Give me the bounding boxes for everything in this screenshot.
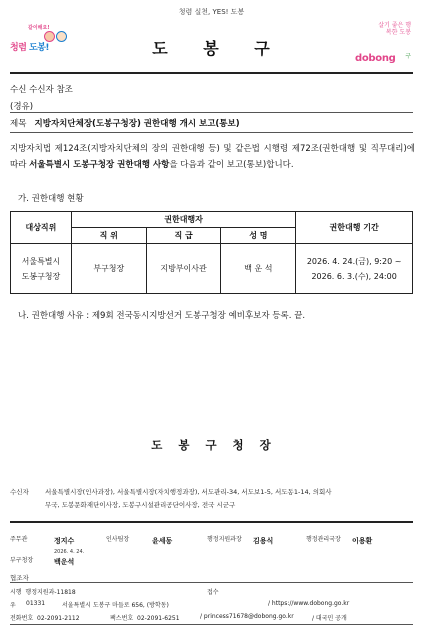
logo-right-name: dobong [355, 53, 396, 64]
logo-main-text: 청렴 도봉! [10, 43, 50, 53]
approver-role: 행정관리국장 [306, 536, 341, 543]
row-position: 부구청장 [71, 244, 146, 294]
approver-sign: 윤세동 [152, 536, 173, 545]
email-link[interactable]: / princess71678@dobong.go.kr [200, 613, 294, 620]
body-paragraph: 지방자치법 제124조(지방자치단체의 장의 권한대행 등) 및 같은법 시행령 제72조(권한대행 및 직무대리)에 따라 서울특별시 도봉구청장 권한대행 사항을 다음과 같이 보고(통보)합니다. [10, 144, 415, 170]
subject-text: 지방자치단체장(도봉구청장) 권한대행 개시 보고(통보) [34, 119, 240, 129]
acting-authority-table [10, 211, 413, 294]
org-title: 도 봉 구 [152, 39, 271, 58]
subject-line [10, 117, 240, 129]
via-line: (경유) [10, 102, 34, 112]
row-grade: 지방부이사관 [146, 244, 221, 294]
col-target-header: 대상직위 [11, 212, 72, 244]
sub-grade-header: 직 급 [146, 228, 221, 244]
cooperator-label: 협조자 [10, 574, 29, 582]
cooperator-divider [10, 582, 413, 583]
receive-label: 접수 [207, 589, 219, 596]
dobong-logo [355, 22, 411, 68]
header-divider [10, 72, 413, 74]
approver-role: 행정지원과장 [207, 536, 242, 543]
row-period [296, 244, 413, 294]
recipient-line: 수신 수신자 참조 [10, 85, 73, 95]
row-target: 서울특별시 도봉구청장 [11, 244, 72, 294]
postal-code: 01331 [26, 600, 46, 607]
deputy-date: 2026. 4. 24. [54, 549, 85, 555]
subject-label: 제목 [10, 119, 27, 129]
subject-divider [10, 132, 413, 133]
footer-org: 도 봉 구 청 장 [151, 438, 272, 452]
period-end: 2026. 6. 3.(수), 24:00 [311, 271, 397, 281]
via-divider [10, 112, 413, 113]
recipients-label: 수신자 [10, 488, 29, 496]
approver-role: 인사팀장 [106, 536, 130, 543]
logo-right-slogan: 살기 좋은 행복한 도봉 [378, 22, 411, 36]
footer-divider [10, 624, 413, 625]
recipients-line1: 서울특별시장(인사과장), 서울특별시장(자치행정과장), 서도관리-34, 서도보1-5, 서도동1-14, 의회사 [45, 488, 332, 496]
disclosure-label: / 대국민 공개 [312, 615, 347, 622]
logo-sub-text: 같이해요! [28, 25, 50, 31]
section-b-reason: 나. 권한대행 사유 : 제9회 전국동시지방선거 도봉구청장 예비후보자 등록. 끝. [18, 311, 306, 321]
period-start: 2026. 4. 24.(금), 9:20 ~ [306, 256, 402, 266]
recipients-line2: 무국, 도봉문화재단이사장, 도봉구시설관리공단이사장, 전국 시군구 [45, 501, 236, 509]
slogan: 청렴 실천, YES! 도봉 [178, 8, 245, 16]
tel-line: 전화번호 02-2091-2112 [10, 615, 80, 622]
sub-position-header: 직 위 [71, 228, 146, 244]
col-acting-header: 권한대행자 [71, 212, 295, 228]
homepage-link[interactable]: / https://www.dobong.go.kr [268, 600, 350, 607]
address: 서울특별시 도봉구 마들로 656, (방학동) [62, 602, 169, 609]
deputy-role: 부구청장 [10, 557, 34, 564]
approval-divider [10, 521, 413, 523]
approver-sign: 김용식 [253, 536, 274, 545]
approver-role: 주무관 [10, 536, 28, 543]
sub-name-header: 성 명 [221, 228, 296, 244]
section-a-heading: 가. 권한대행 현황 [18, 194, 84, 204]
col-period-header: 권한대행 기간 [296, 212, 413, 244]
approver-sign: 정지수 [54, 536, 75, 545]
fax-line: 팩스번호 02-2091-6251 [110, 615, 180, 622]
deputy-sign: 백운석 [54, 557, 75, 566]
postal-label: 우 [10, 602, 16, 609]
row-name: 백 운 석 [221, 244, 296, 294]
enforce-line: 시행 행정지원과-11818 [10, 589, 76, 596]
logo-right-tail: 구 [405, 53, 411, 60]
approver-sign: 이용환 [352, 536, 373, 545]
